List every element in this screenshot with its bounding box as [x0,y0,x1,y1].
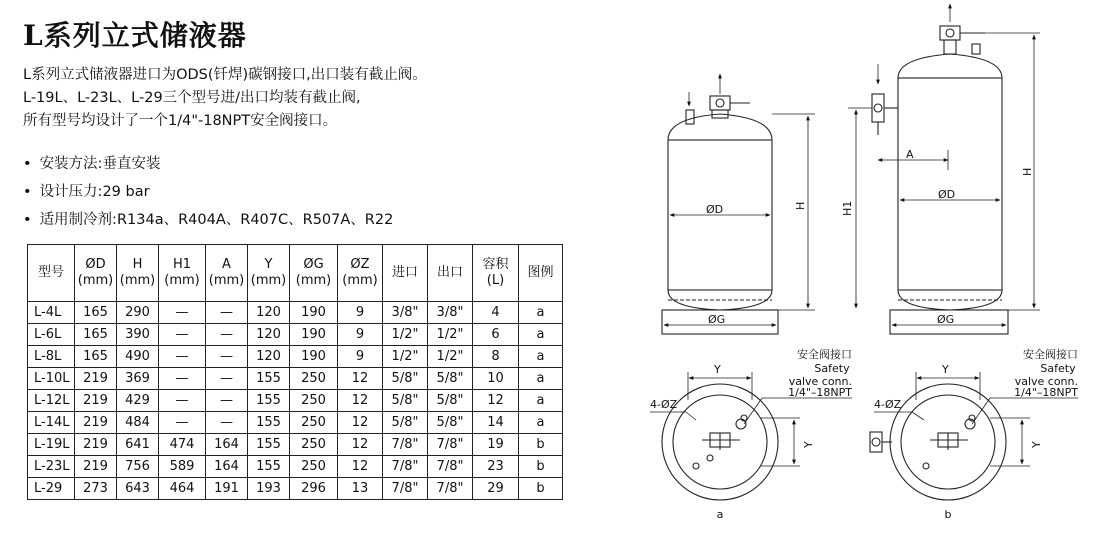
column-header-line: 出口 [436,265,463,280]
spec-bullets [23,150,393,234]
table-cell: 164 [206,434,248,456]
table-cell: b [519,478,563,500]
table-cell: 155 [248,456,290,478]
table-cell: 191 [206,478,248,500]
table-cell: 13 [338,478,383,500]
column-header-line: A [222,257,231,272]
dim-h-b: H [1021,167,1034,176]
column-header-line: 图例 [527,265,554,280]
table-cell: 643 [117,478,159,500]
column-header-line: ØG [303,257,324,272]
table-cell: 369 [117,368,159,390]
column-header [159,245,206,302]
table-cell: 219 [75,412,117,434]
table-cell: a [519,302,563,324]
table-cell: 120 [248,346,290,368]
table-cell: a [519,412,563,434]
column-header-line: 型号 [37,265,64,280]
table-row [28,368,563,390]
table-cell: 219 [75,456,117,478]
dim-z-b: 4-ØZ [874,398,902,411]
column-header-line: (mm) [119,273,156,288]
intro-line: 所有型号均设计了一个1/4"-18NPT安全阀接口。 [23,113,338,129]
table-cell: 9 [338,302,383,324]
table-cell: — [159,346,206,368]
column-header-line: (mm) [208,273,245,288]
table-cell: 190 [290,346,338,368]
table-cell: 474 [159,434,206,456]
table-cell: 3/8" [383,302,428,324]
column-header [290,245,338,302]
table-cell: 5/8" [428,412,473,434]
table-cell: a [519,368,563,390]
table-cell: 250 [290,412,338,434]
safety-label-en1-a: Safety [814,362,850,375]
table-cell: 120 [248,324,290,346]
column-header-line: (mm) [77,273,114,288]
safety-label-en1-b: Safety [1040,362,1076,375]
column-header [75,245,117,302]
table-cell: 7/8" [383,434,428,456]
dim-y-a: Y [714,363,721,376]
table-cell: 10 [473,368,519,390]
safety-label-en2-a: valve conn. [788,375,852,388]
table-cell: 7/8" [383,456,428,478]
table-cell: 12 [338,456,383,478]
intro-line: L-19L、L-23L、L-29三个型号进/出口均装有截止阀, [23,90,361,106]
table-cell: 250 [290,434,338,456]
table-cell: 19 [473,434,519,456]
table-body [28,302,563,500]
table-cell: 165 [75,302,117,324]
table-cell: 8 [473,346,519,368]
table-cell: 9 [338,324,383,346]
table-cell: 1/2" [428,346,473,368]
table-cell: b [519,434,563,456]
table-cell: 190 [290,302,338,324]
column-header-line: (mm) [295,273,332,288]
dim-z-a: 4-ØZ [650,398,678,411]
table-cell: 155 [248,412,290,434]
table-cell: 429 [117,390,159,412]
bullet-refrigerant: • 适用制冷剂:R134a、R404A、R407C、R507A、R22 [23,206,393,234]
table-row [28,456,563,478]
model-cell: L-8L [28,346,75,368]
table-cell: — [159,324,206,346]
safety-label-thread-b: 1/4"–18NPT [1014,386,1078,399]
column-header [206,245,248,302]
bullet-pressure: • 设计压力:29 bar [23,178,393,206]
caption-b: b [944,508,952,521]
column-header-line: (mm) [164,273,200,288]
table-cell: 484 [117,412,159,434]
table-cell: 120 [248,302,290,324]
table-cell: — [206,324,248,346]
table-cell: 219 [75,368,117,390]
table-cell: 14 [473,412,519,434]
table-cell: 250 [290,390,338,412]
table-cell: 219 [75,434,117,456]
table-header-row [28,245,563,302]
table-cell: 155 [248,390,290,412]
table-cell: 490 [117,346,159,368]
table-cell: 7/8" [383,478,428,500]
dim-y-b-vert: Y [1030,441,1043,448]
receiver-b-front-view [872,26,1008,334]
dim-y-a-vert: Y [802,441,815,448]
table-cell: — [159,302,206,324]
table-cell: — [206,412,248,434]
column-header [383,245,428,302]
column-header-line: (mm) [250,273,287,288]
table-row [28,434,563,456]
table-row [28,390,563,412]
table-cell: 589 [159,456,206,478]
table-cell: 1/2" [383,346,428,368]
table-row [28,412,563,434]
safety-label-thread-a: 1/4"–18NPT [788,386,852,399]
table-row [28,346,563,368]
column-header [428,245,473,302]
intro-line: L系列立式储液器进口为ODS(钎焊)碳钢接口,出口装有截止阀。 [23,67,427,83]
table-row [28,302,563,324]
dim-g-a: ØG [708,313,726,326]
model-cell: L-4L [28,302,75,324]
table-cell: 9 [338,346,383,368]
column-header-line: ØD [85,257,106,272]
column-header [117,245,159,302]
table-cell: 165 [75,324,117,346]
table-cell: 5/8" [428,390,473,412]
column-header-line: (L) [486,273,505,288]
table-cell: 7/8" [428,434,473,456]
receiver-a-dimensions [664,74,815,325]
dim-y-b: Y [942,363,949,376]
dim-d-a: ØD [706,203,724,216]
table-cell: 296 [290,478,338,500]
safety-label-cn-b: 安全阀接口 [1023,348,1078,361]
table-cell: — [159,390,206,412]
table-cell: 464 [159,478,206,500]
table-cell: 390 [117,324,159,346]
table-cell: 7/8" [428,456,473,478]
technical-drawing [630,0,1120,551]
spec-table [27,244,563,500]
table-cell: 641 [117,434,159,456]
column-header [28,245,75,302]
column-header-line: Y [264,257,273,272]
table-cell: 165 [75,346,117,368]
table-cell: a [519,324,563,346]
table-cell: 12 [338,390,383,412]
receiver-a-top-view [662,384,778,500]
page-title: L系列立式储液器 [23,19,247,52]
table-cell: 219 [75,390,117,412]
model-cell: L-6L [28,324,75,346]
table-cell: 164 [206,456,248,478]
table-cell: 250 [290,368,338,390]
table-cell: 1/2" [383,324,428,346]
column-header [473,245,519,302]
model-cell: L-23L [28,456,75,478]
table-cell: 273 [75,478,117,500]
column-header [519,245,563,302]
table-cell: 12 [338,412,383,434]
table-cell: 29 [473,478,519,500]
bullet-install: • 安装方法:垂直安装 [23,150,393,178]
safety-label-en2-b: valve conn. [1014,375,1078,388]
table-cell: 1/2" [428,324,473,346]
column-header-line: ØZ [350,257,370,272]
intro-text [23,64,427,133]
table-cell: 193 [248,478,290,500]
table-cell: — [159,412,206,434]
table-cell: 12 [473,390,519,412]
table-cell: b [519,456,563,478]
table-cell: 12 [338,434,383,456]
table-cell: 290 [117,302,159,324]
dim-h-a: H [794,201,807,210]
model-cell: L-14L [28,412,75,434]
table-cell: 155 [248,434,290,456]
table-cell: — [159,368,206,390]
table-cell: 190 [290,324,338,346]
table-cell: 23 [473,456,519,478]
table-cell: 7/8" [428,478,473,500]
table-cell: a [519,346,563,368]
table-cell: 6 [473,324,519,346]
table-cell: 3/8" [428,302,473,324]
model-cell: L-19L [28,434,75,456]
table-cell: — [206,302,248,324]
table-cell: — [206,346,248,368]
table-cell: 5/8" [383,368,428,390]
column-header [248,245,290,302]
table-cell: 4 [473,302,519,324]
table-row [28,324,563,346]
caption-a: a [716,508,724,521]
table-cell: 5/8" [383,390,428,412]
table-cell: 12 [338,368,383,390]
dim-g-b: ØG [937,313,955,326]
model-cell: L-10L [28,368,75,390]
table-row [28,478,563,500]
table-cell: 155 [248,368,290,390]
column-header-line: 进口 [391,265,418,280]
column-header-line: (mm) [342,273,378,288]
table-cell: 5/8" [383,412,428,434]
dim-h1-b: H1 [841,200,854,216]
safety-label-cn-a: 安全阀接口 [797,348,852,361]
column-header [338,245,383,302]
dim-a-b: A [906,148,914,161]
model-cell: L-29 [28,478,75,500]
table-cell: — [206,390,248,412]
table-cell: a [519,390,563,412]
table-cell: 5/8" [428,368,473,390]
model-cell: L-12L [28,390,75,412]
table-cell: 756 [117,456,159,478]
dim-d-b: ØD [938,188,956,201]
table-cell: 250 [290,456,338,478]
table-cell: — [206,368,248,390]
column-header-line: H [132,257,143,272]
column-header-line: H1 [172,257,192,272]
column-header-line: 容积 [482,257,509,272]
